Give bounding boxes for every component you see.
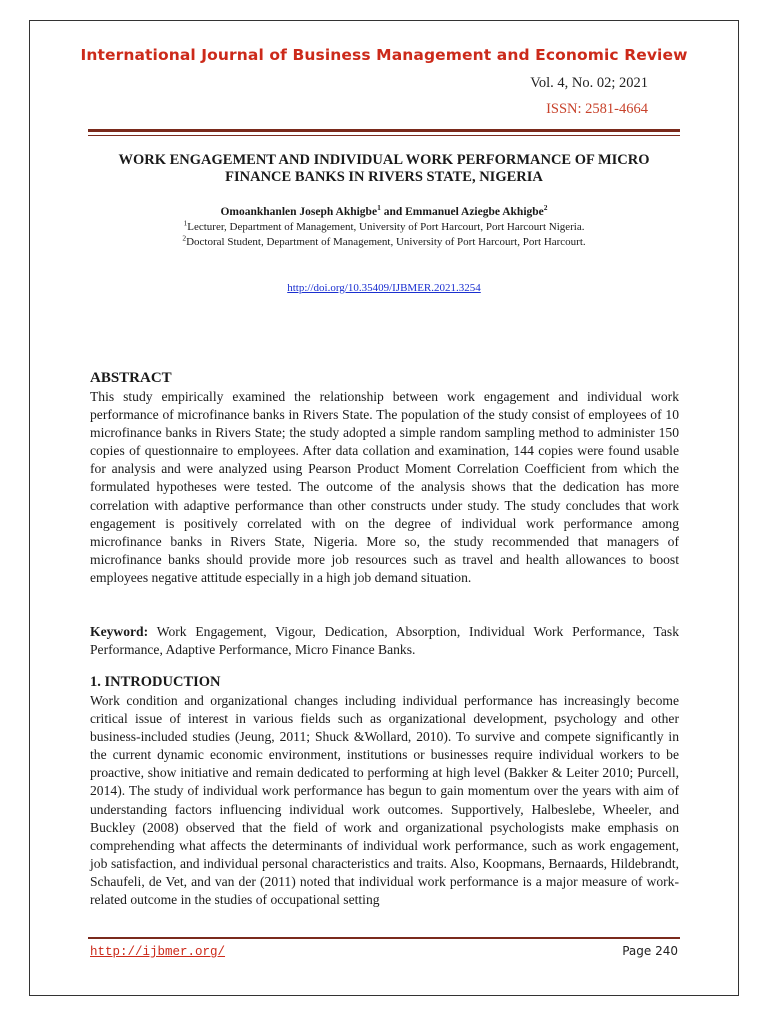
footer-journal-link[interactable]: http://ijbmer.org/ bbox=[90, 945, 226, 959]
issn-info: ISSN: 2581-4664 bbox=[546, 101, 648, 117]
affiliation-1-mark: 1 bbox=[183, 218, 188, 228]
paper-title-line-1: WORK ENGAGEMENT AND INDIVIDUAL WORK PERFORMANCE OF MICRO bbox=[118, 152, 650, 168]
affiliation-2 bbox=[88, 233, 680, 248]
introduction-body: Work condition and organizational changes including individual performance has increasingly become critical issue of interest in various fields such as organizational development, psychology and other business-included studies (Jeung, 2011; Shuck &Wollard, 2010). To survive and compete significantly in the current dynamic economic environment, institutions or businesses require individual workers to be proactive, show initiative and remain dedicated to performing at high level (Bakker & Leiter 2010; Purcell, 2014). The study of individual work performance has begun to gain momentum over the years with aim of understanding factors influencing individual work outcomes. Supportively, Halbeslebe, Wheeler, and Buckley (2008) observed that the field of work and organizational psychologists make emphasis on comprehending what affects the determinants of individual work performance, such as work engagement, job satisfaction, and individual personal characteristics and traits. Also, Koopmans, Bernaards, Hildebrandt, Schaufeli, de Vet, and van der (2011) noted that individual work performance is a major measure of work-related outcome in the studies of occupational setting bbox=[90, 693, 679, 908]
affiliation-1-text: Lecturer, Department of Management, University of Port Harcourt, Port Harcourt Nigeria. bbox=[187, 221, 585, 233]
paper-title bbox=[88, 152, 680, 186]
keywords-label: Keyword: bbox=[90, 624, 149, 639]
volume-info: Vol. 4, No. 02; 2021 bbox=[530, 75, 648, 91]
author-1: Omoankhanlen Joseph Akhigbe bbox=[220, 206, 378, 218]
header-rule-thick bbox=[88, 129, 680, 132]
author-1-affiliation-mark: 1 bbox=[377, 203, 381, 213]
journal-title: International Journal of Business Management and Economic Review bbox=[80, 46, 688, 64]
paper-title-line-2: FINANCE BANKS IN RIVERS STATE, NIGERIA bbox=[225, 169, 543, 185]
abstract-heading: ABSTRACT bbox=[90, 370, 172, 386]
introduction-heading: 1. INTRODUCTION bbox=[90, 674, 221, 690]
author-list bbox=[88, 203, 680, 218]
keywords-text: Work Engagement, Vigour, Dedication, Absorption, Individual Work Performance, Task Performance, Adaptive Performance, Micro Finance Banks. bbox=[90, 624, 679, 658]
abstract-body: This study empirically examined the relationship between work engagement and individual work performance of microfinance banks in Rivers State. The population of the study consist of employees of 10 microfinance banks in Rivers State; the study adopted a simple random sampling method to administer 150 copies of questionnaire to employees. After data collation and examination, 144 copies were found usable for analysis and were analyzed using Pearson Product Moment Correlation Coefficient from which the formulated hypotheses were tested. The outcome of the analysis shows that the dedication has more correlation with adaptive performance than other constructs under study. The study concludes that work engagement is positively correlated with on the degree of individual work performance among microfinance banks in Rivers State, Nigeria. More so, the study recommended that managers of microfinance banks should provide more job resources such as travel and health allowances to boost employees negative attitude especially in a high job demand situation. bbox=[90, 389, 679, 585]
author-2-affiliation-mark: 2 bbox=[543, 203, 548, 213]
affiliation-1 bbox=[88, 218, 680, 233]
page-number: Page 240 bbox=[622, 944, 678, 958]
footer-rule bbox=[88, 937, 680, 939]
header-rule-thin bbox=[88, 135, 680, 136]
keywords bbox=[90, 623, 679, 659]
author-conjunction: and bbox=[380, 206, 406, 218]
author-2: Emmanuel Aziegbe Akhigbe bbox=[405, 206, 544, 218]
affiliation-2-mark: 2 bbox=[182, 233, 187, 243]
affiliation-2-text: Doctoral Student, Department of Management, University of Port Harcourt, Port Harcourt. bbox=[186, 236, 586, 248]
doi-link[interactable]: http://doi.org/10.35409/IJBMER.2021.3254 bbox=[287, 282, 481, 294]
